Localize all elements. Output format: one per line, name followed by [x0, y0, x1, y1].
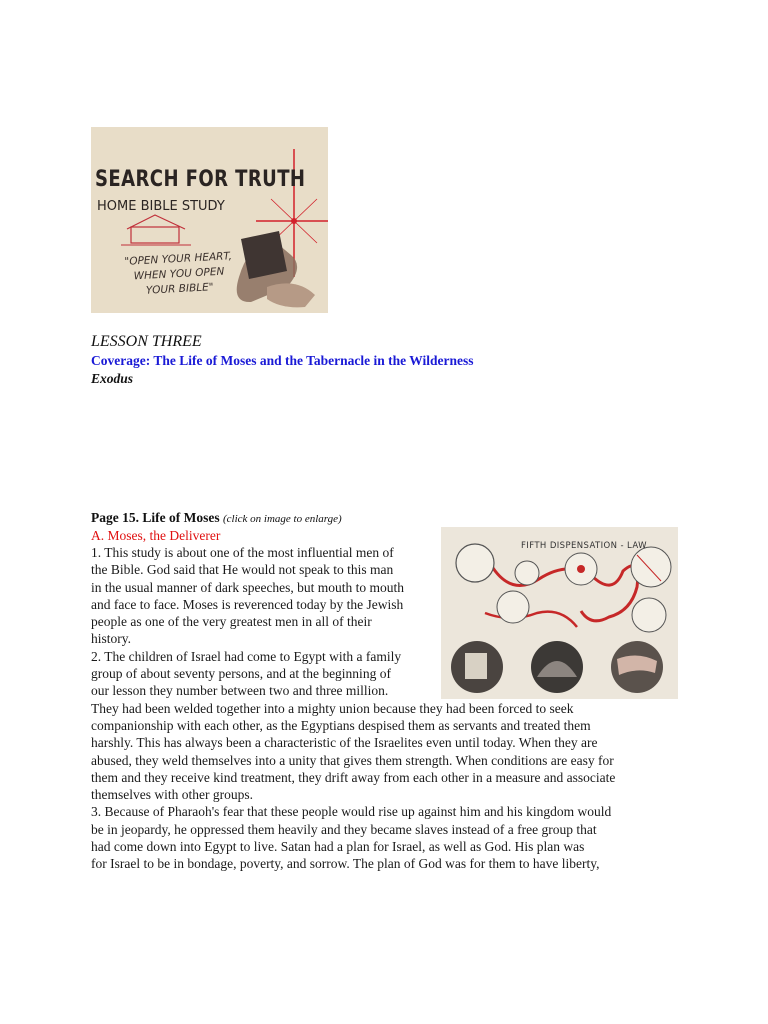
- body-text-line: for Israel to be in bondage, poverty, and sorrow. The plan of God was for them to have liberty,: [91, 856, 600, 872]
- body-text-line: They had been welded together into a mighty union because they had been forced to seek: [91, 700, 574, 716]
- body-text-line: them and they receive kind treatment, they drift away from each other in a measure and associate: [91, 769, 616, 785]
- illustration-header: FIFTH DISPENSATION - LAW: [521, 541, 647, 551]
- lesson-book: Exodus: [91, 371, 134, 386]
- body-text-line: be in jeopardy, he oppressed them heavily and they became slaves instead of a free group that: [91, 821, 597, 837]
- body-text-line: our lesson they number between two and three million.: [91, 683, 389, 699]
- body-text-line: 2. The children of Israel had come to Egypt with a family: [91, 648, 402, 664]
- body-text-line: abused, they weld themselves into a unity that gives them strength. When conditions are easy for: [91, 752, 614, 768]
- body-text-line: in the usual manner of dark speeches, but mouth to mouth: [91, 579, 405, 595]
- body-text-line: harshly. This has always been a characteristic of the Israelites even until today. When they are: [91, 735, 598, 751]
- section-heading: A. Moses, the Deliverer: [91, 528, 221, 543]
- body-text-line: companionship with each other, as the Egyptians despised them as servants and treated them: [91, 717, 591, 733]
- body-text-line: 1. This study is about one of the most influential men of: [91, 545, 394, 560]
- body-text-line: and face to face. Moses is reverenced today by the Jewish: [91, 596, 404, 612]
- body-text-line: had come down into Egypt to live. Satan had a plan for Israel, as well as God. His plan was: [91, 839, 585, 855]
- body-text-line: the Bible. God said that He would not speak to this man: [91, 562, 394, 578]
- page-heading-note: (click on image to enlarge): [222, 513, 342, 525]
- body-text-line: 3. Because of Pharaoh's fear that these people would rise up against him and his kingdom would: [91, 804, 612, 820]
- lesson-body-text: [91, 544, 615, 873]
- page-heading-label: Page 15. Life of Moses: [91, 510, 220, 525]
- search-for-truth-banner-image: [91, 127, 328, 313]
- body-text-line: themselves with other groups.: [91, 787, 253, 803]
- page-heading: [91, 510, 342, 526]
- body-text-line: group of about seventy persons, and at the beginning of: [91, 666, 391, 682]
- lesson-title: LESSON THREE: [91, 333, 202, 350]
- banner-subtitle: HOME BIBLE STUDY: [97, 199, 225, 214]
- banner-motto: "OPEN YOUR HEART, WHEN YOU OPEN YOUR BIBLE": [124, 250, 233, 297]
- banner-title: SEARCH FOR TRUTH: [95, 167, 306, 192]
- lesson-coverage: Coverage: The Life of Moses and the Tabernacle in the Wilderness: [91, 353, 474, 368]
- body-text-line: people as one of the very greatest men in all of their: [91, 614, 372, 630]
- body-text-line: history.: [91, 631, 131, 647]
